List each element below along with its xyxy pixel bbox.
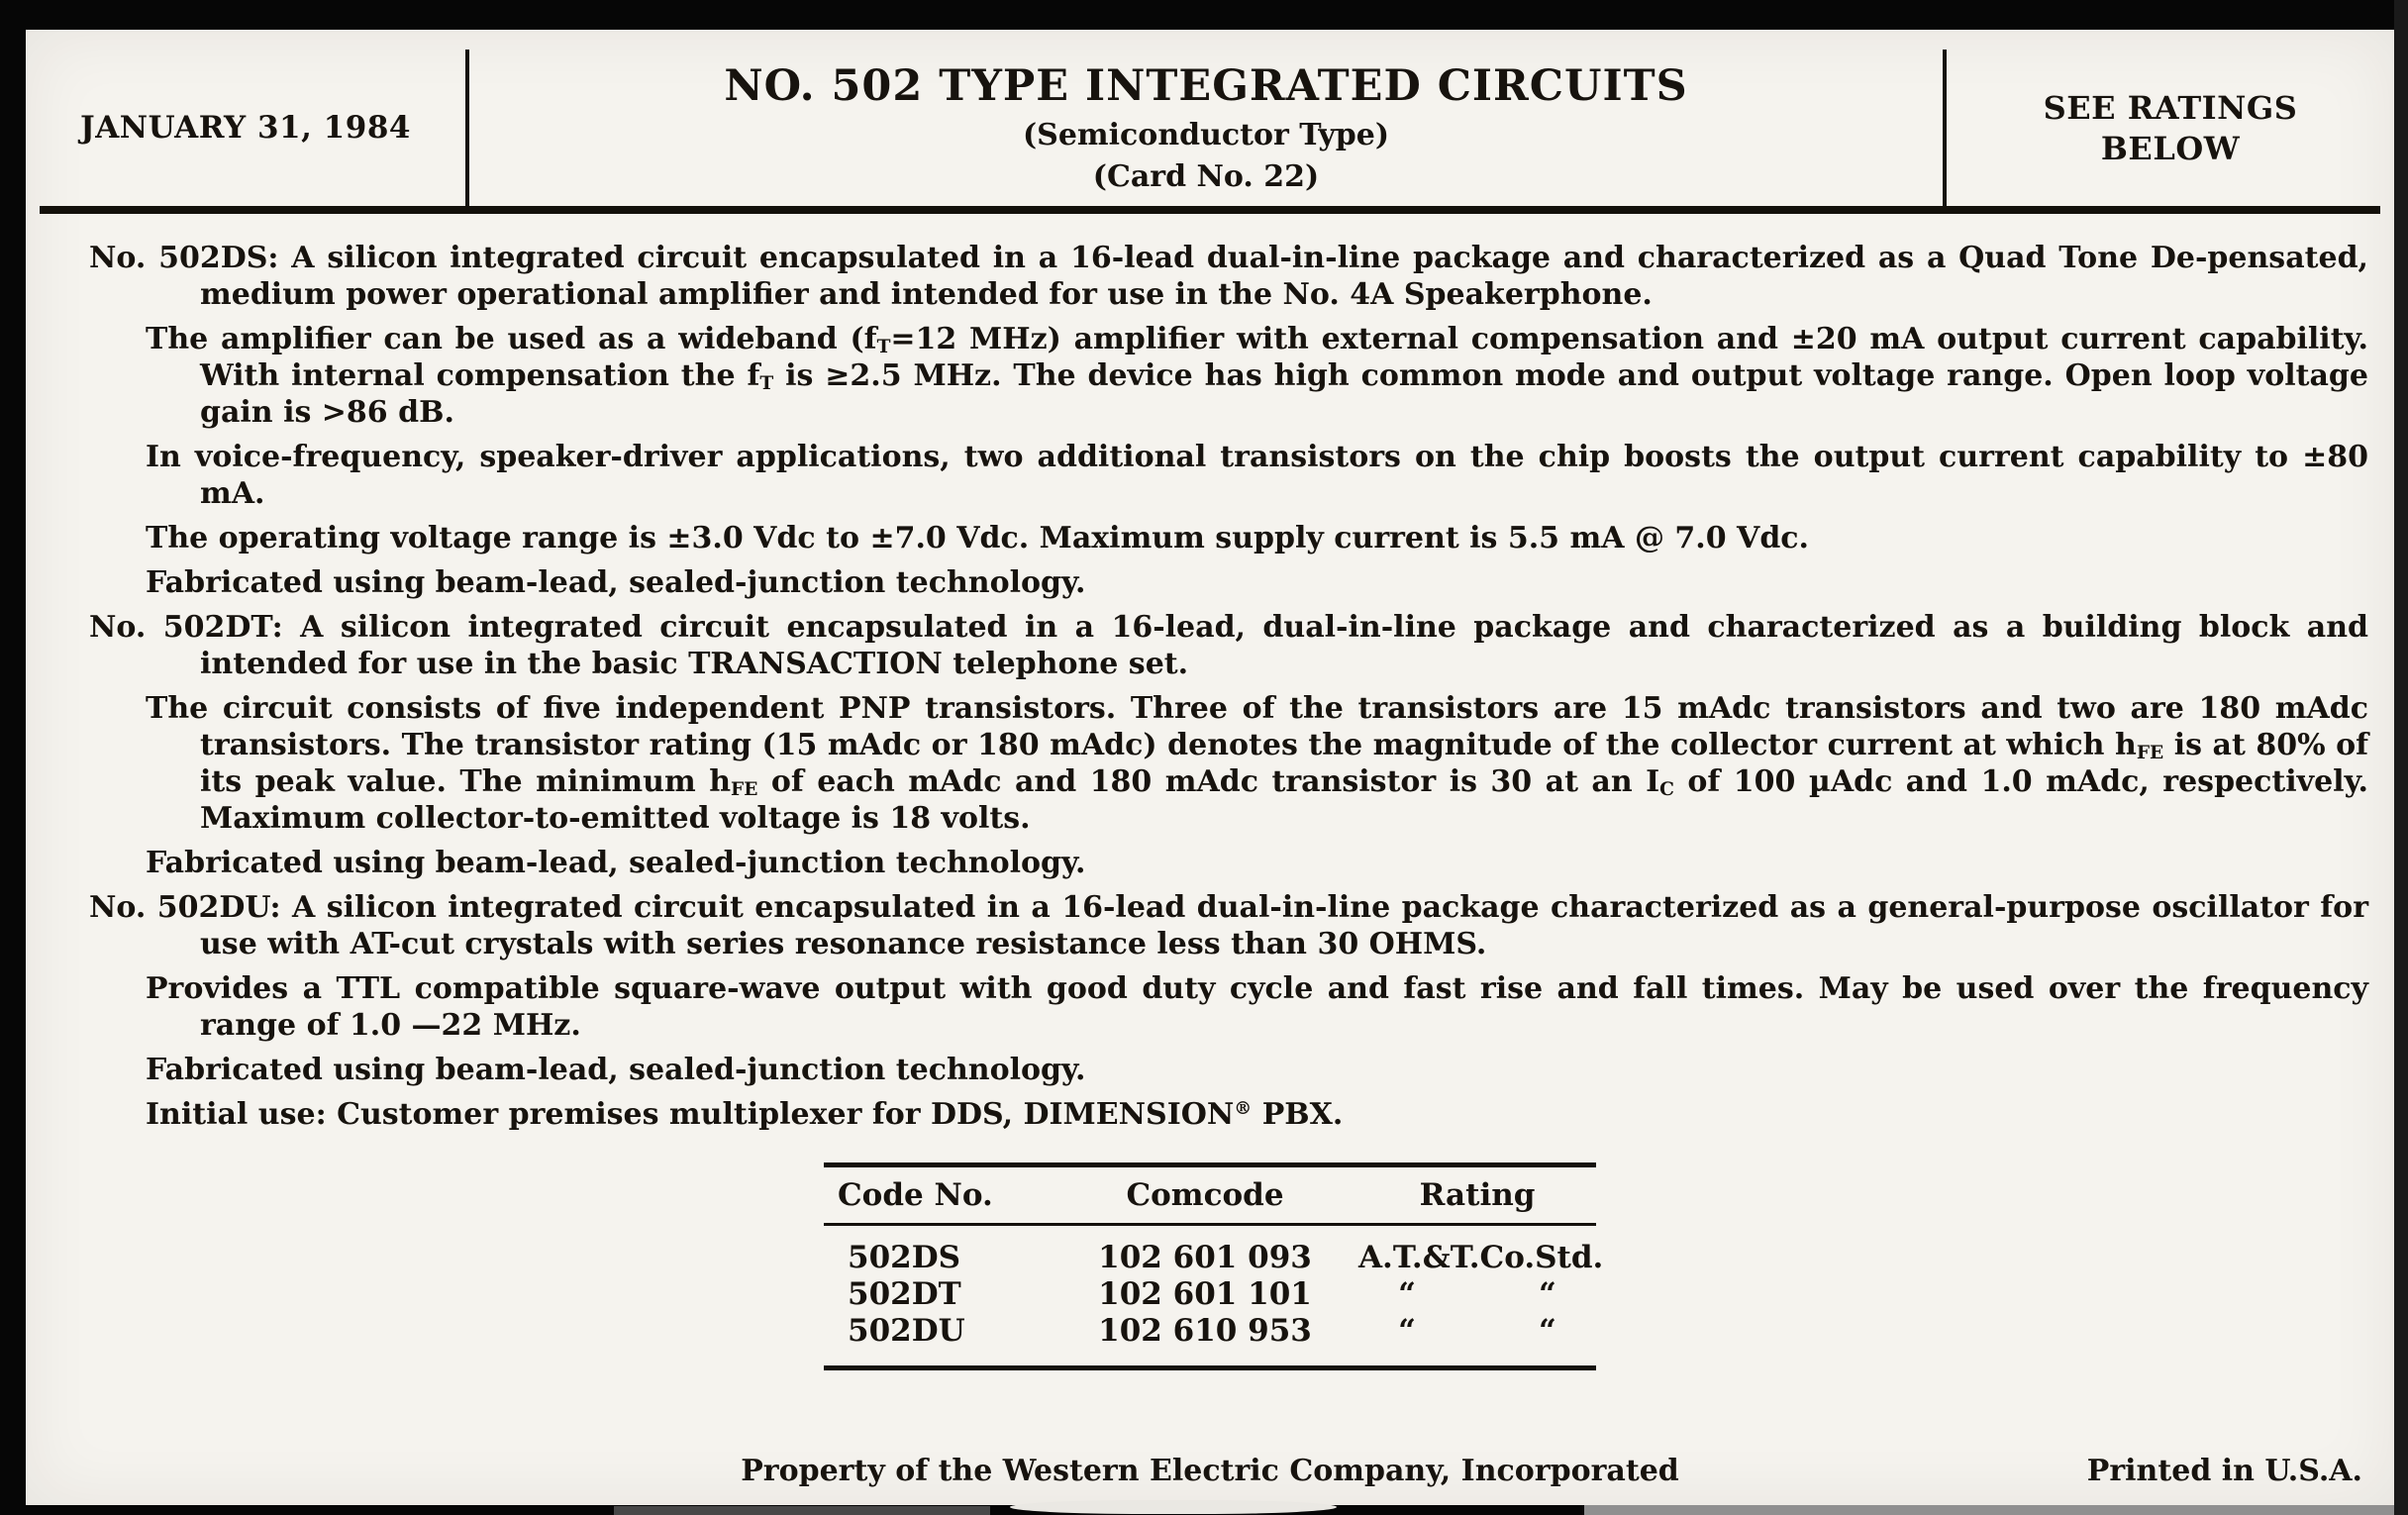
see-ratings-line2: BELOW [2100, 129, 2241, 167]
cell-code-no: 502DT [848, 1276, 961, 1312]
paragraph: Fabricated using beam-lead, sealed-junction technology. [146, 1053, 1086, 1087]
scan-artifact-gray2 [614, 1506, 990, 1515]
scan-artifact-smudge [1010, 1500, 1337, 1514]
scan-artifact-gray [1584, 1505, 2394, 1515]
table-row [824, 1313, 1596, 1350]
document-title: NO. 502 TYPE INTEGRATED CIRCUITS [724, 61, 1688, 111]
paragraph: The amplifier can be used as a wideband ($f_T=12$ MHz) amplifier with external compensation and ±20 mA output current capability. With internal compensation the $f_T$ is ≥2.5 MHz. The device has high common mode and output voltage range. Open loop voltage gain is >86 dB. [146, 322, 2368, 430]
document-footer [26, 1454, 2394, 1491]
paragraph: Fabricated using beam-lead, sealed-junction technology. [146, 565, 1086, 600]
document-page [26, 30, 2394, 1505]
paragraph: The circuit consists of five independent PNP transistors. Three of the transistors are 15 mAdc transistors and two are 180 mAdc transistors. The transistor rating (15 mAdc or 180 mAdc) denotes the magnitude of the collector current at which $h_{FE}$ is at 80% of its peak value. The minimum $h_{FE}$ of each mAdc and 180 mAdc transistor is 30 at an $I_C$ of 100 µAdc and 1.0 mAdc, respectively. Maximum collector-to-emitted voltage is 18 volts. [146, 691, 2369, 836]
footer-printed-note: Printed in U.S.A. [2086, 1454, 2362, 1488]
table-header-row [824, 1167, 1596, 1226]
document-subtitle-card: (Card No. 22) [1092, 159, 1320, 194]
paragraph: The operating voltage range is ±3.0 Vdc to ±7.0 Vdc. Maximum supply current is 5.5 mA @ 7.0 Vdc. [146, 521, 1809, 556]
column-header-comcode: Comcode [1126, 1177, 1284, 1213]
document-body [89, 240, 2368, 1133]
header-title-block [465, 50, 1947, 206]
table-row [824, 1240, 1604, 1276]
paragraph: No. 502DU: A silicon integrated circuit encapsulated in a 16-lead dual-in-line package characterized as a general-purpose oscillator for use with AT-cut crystals with series resonance resistance less than 30 OHMS. [89, 890, 2368, 961]
footer-property-notice: Property of the Western Electric Company, Incorporated [741, 1454, 1679, 1488]
scan-border-right [2394, 0, 2408, 1515]
paragraph: Fabricated using beam-lead, sealed-junction technology. [146, 846, 1086, 880]
paragraph: No. 502DS: A silicon integrated circuit encapsulated in a 16-lead dual-in-line package and characterized as a Quad Tone De-pensated, medium power operational amplifier and intended for use in the No. 4A Speakerphone. [89, 241, 2368, 312]
column-header-rating: Rating [1419, 1177, 1536, 1213]
see-ratings-line1: SEE RATINGS [2043, 88, 2298, 127]
paragraph: In voice-frequency, speaker-driver applications, two additional transistors on the chip boosts the output current capability to ±80 mA. [146, 440, 2368, 511]
document-header [26, 50, 2394, 206]
paragraph: Provides a TTL compatible square-wave output with good duty cycle and fast rise and fall times. May be used over the frequency range of 1.0 —22 MHz. [146, 971, 2368, 1043]
cell-code-no: 502DU [848, 1313, 965, 1349]
cell-comcode: 102 601 101 [1098, 1276, 1312, 1312]
header-rule [40, 206, 2380, 214]
header-date-cell [26, 50, 465, 206]
table-body [824, 1226, 1604, 1365]
see-ratings-note [1947, 50, 2394, 206]
cell-comcode: 102 610 953 [1098, 1313, 1312, 1349]
ratings-table [824, 1162, 1604, 1370]
cell-code-no: 502DS [848, 1240, 960, 1275]
paragraph: Initial use: Customer premises multiplexer for DDS, DIMENSION® PBX. [146, 1097, 1344, 1132]
cell-rating: “ “ [1398, 1313, 1556, 1349]
cell-comcode: 102 601 093 [1098, 1240, 1312, 1275]
document-subtitle-type: (Semiconductor Type) [1022, 118, 1390, 152]
paragraph: No. 502DT: A silicon integrated circuit encapsulated in a 16-lead, dual-in-line package and characterized as a building block and intended for use in the basic TRANSACTION telephone set. [89, 610, 2368, 681]
cell-rating: A.T.&T.Co.Std. [1358, 1240, 1604, 1275]
table-row [824, 1276, 1596, 1313]
cell-rating: “ “ [1398, 1276, 1556, 1312]
document-date: JANUARY 31, 1984 [80, 110, 411, 146]
column-header-code-no: Code No. [838, 1177, 993, 1213]
